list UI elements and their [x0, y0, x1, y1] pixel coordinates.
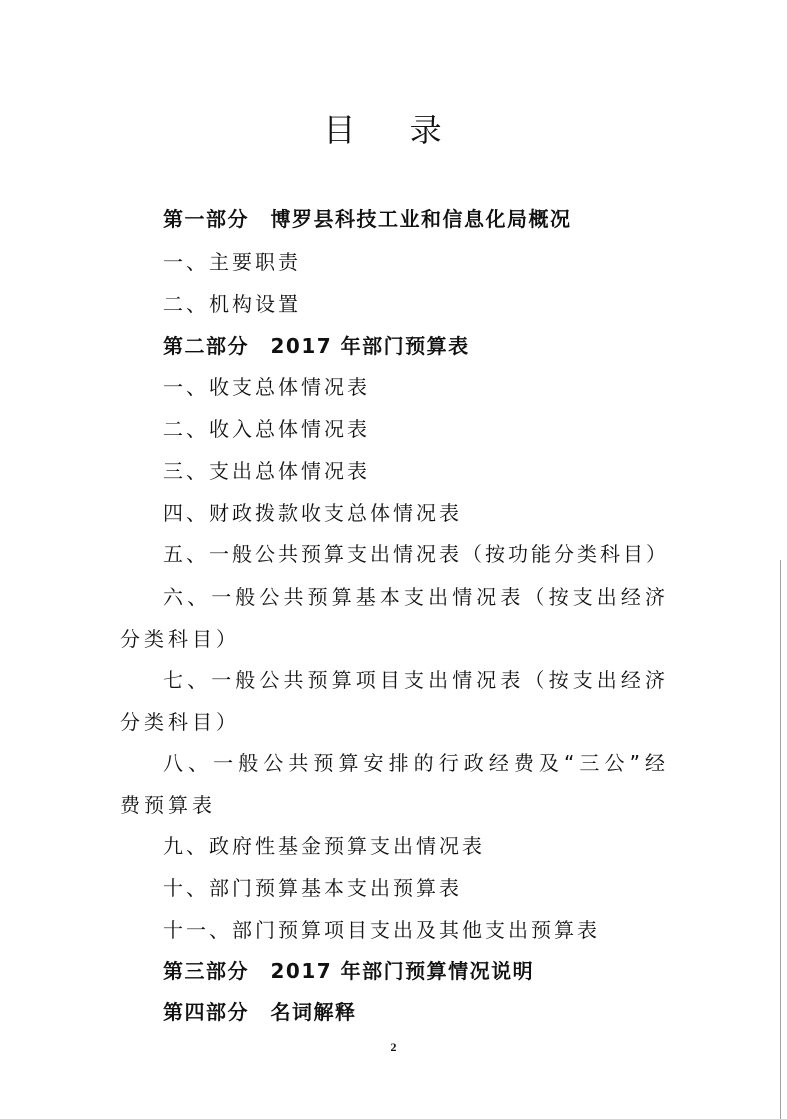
toc-entry-table-5: 五、一般公共预算支出情况表（按功能分类科目） [163, 542, 669, 566]
toc-entry-part-4: 第四部分 名词解释 [163, 1000, 357, 1024]
toc-entry-table-3: 三、支出总体情况表 [163, 459, 370, 483]
toc-entry-table-9: 九、政府性基金预算支出情况表 [163, 834, 485, 858]
page-number: 2 [390, 1040, 397, 1054]
toc-entry-table-10: 十、部门预算基本支出预算表 [163, 876, 462, 900]
toc-entry-part-2: 第二部分 2017 年部门预算表 [163, 334, 470, 358]
toc-entry-table-7: 七、一般公共预算项目支出情况表（按支出经济分类科目） [120, 668, 669, 734]
scan-edge-line [780, 560, 781, 1119]
toc-entry-responsibilities: 一、主要职责 [163, 250, 301, 274]
toc-entry-part-3: 第三部分 2017 年部门预算情况说明 [163, 959, 535, 983]
toc-entry-table-11: 十一、部门预算项目支出及其他支出预算表 [163, 918, 600, 942]
toc-entry-table-4: 四、财政拨款收支总体情况表 [163, 501, 462, 525]
toc-entry-table-8: 八、一般公共预算安排的行政经费及“三公”经费预算表 [120, 751, 669, 817]
toc-title: 目 录 [323, 111, 464, 149]
toc-entry-table-2: 二、收入总体情况表 [163, 417, 370, 441]
toc-entry-organization: 二、机构设置 [163, 292, 301, 316]
toc-entry-table-1: 一、收支总体情况表 [163, 375, 370, 399]
toc-entry-part-1: 第一部分 博罗县科技工业和信息化局概况 [163, 207, 572, 231]
toc-entry-table-6: 六、一般公共预算基本支出情况表（按支出经济分类科目） [120, 585, 669, 651]
